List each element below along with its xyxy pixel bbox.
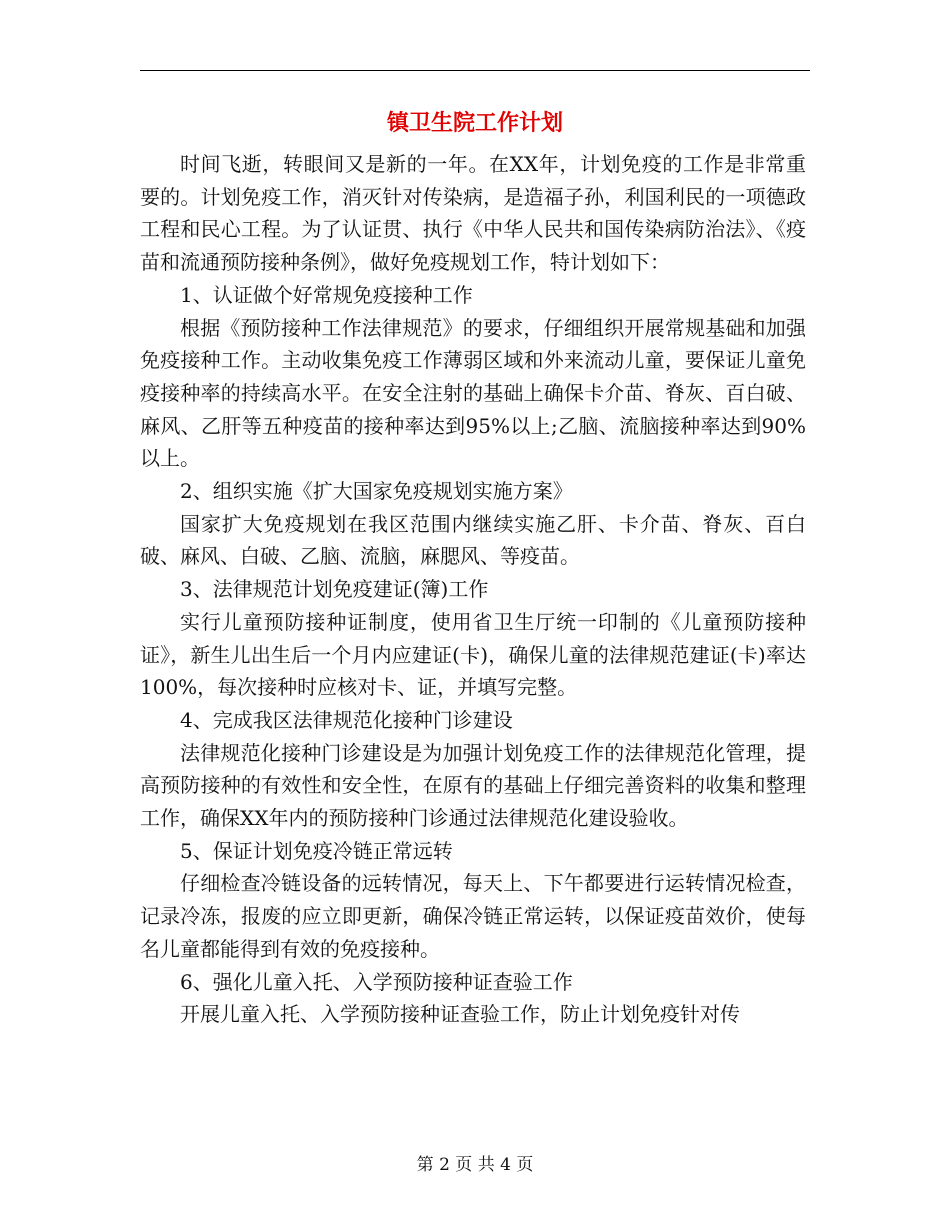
page-footer: 第 2 页 共 4 页 [416,1155,534,1175]
header-rule [140,70,810,71]
paragraph-3: 实行儿童预防接种证制度，使用省卫生厅统一印制的《儿童预防接种证》，新生儿出生后一个月内应建证(卡)，确保儿童的法律规范建证(卡)率达100%，每次接种时应核对卡、证，并填写完整。 [140,609,806,700]
document-title: 镇卫生院工作计划 [386,111,563,136]
section-heading-6: 6、强化儿童入托、入学预防接种证查验工作 [180,969,573,994]
paragraph-4: 法律规范化接种门诊建设是为加强计划免疫工作的法律规范化管理，提高预防接种的有效性和安全性，在原有的基础上仔细完善资料的收集和整理工作，确保XX年内的预防接种门诊通过法律规范化建设验收。 [140,740,806,831]
section-heading-5: 5、保证计划免疫冷链正常远转 [180,838,453,863]
paragraph-2: 国家扩大免疫规划在我区范围内继续实施乙肝、卡介苗、脊灰、百白破、麻风、白破、乙脑、流脑，麻腮风、等疫苗。 [140,511,806,569]
section-heading-2: 2、组织实施《扩大国家免疫规划实施方案》 [180,479,573,504]
paragraph-5: 仔细检查冷链设备的远转情况，每天上、下午都要进行运转情况检查，记录冷冻，报废的应立即更新，确保冷链正常运转，以保证疫苗效价，使每名儿童都能得到有效的免疫接种。 [140,871,806,961]
paragraph-1: 根据《预防接种工作法律规范》的要求，仔细组织开展常规基础和加强免疫接种工作。主动收集免疫工作薄弱区域和外来流动儿童，要保证儿童免疫接种率的持续高水平。在安全注射的基础上确保卡介苗、脊灰、百白破、麻风、乙肝等五种疫苗的接种率达到95%以上;乙脑、流脑接种率达到90%以上。 [140,315,806,471]
paragraph-6: 开展儿童入托、入学预防接种证查验工作，防止计划免疫针对传 [180,1002,740,1027]
document-body [140,148,806,1031]
section-heading-3: 3、法律规范计划免疫建证(簿)工作 [180,577,489,602]
section-heading-4: 4、完成我区法律规范化接种门诊建设 [180,707,513,732]
section-heading-1: 1、认证做个好常规免疫接种工作 [180,282,473,307]
paragraph-intro: 时间飞逝，转眼间又是新的一年。在XX年，计划免疫的工作是非常重要的。计划免疫工作，消灭针对传染病，是造福子孙，利国利民的一项德政工程和民心工程。为了认证贯、执行《中华人民共和国传染病防治法》、《疫苗和流通预防接种条例》，做好免疫规划工作，特计划如下： [140,152,806,275]
